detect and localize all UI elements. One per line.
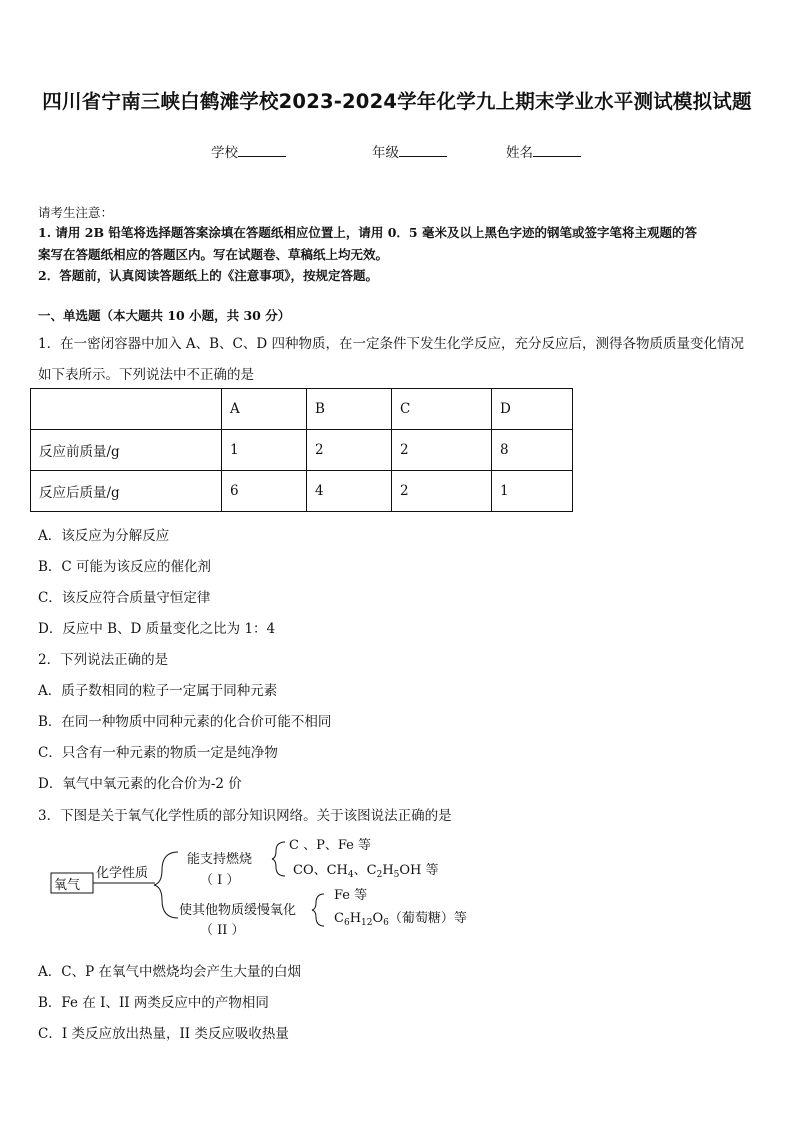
oxygen-knowledge-diagram — [0, 830, 794, 945]
q2-option-d[interactable]: D．氧气中氧元素的化合价为-2 价 — [38, 776, 242, 792]
section-heading: 一、单选题（本大题共 10 小题，共 30 分） — [38, 308, 291, 323]
table-cell: 1 — [222, 430, 307, 471]
q2-option-c[interactable]: C．只含有一种元素的物质一定是纯净物 — [38, 745, 278, 761]
q1-option-a[interactable]: A．该反应为分解反应 — [38, 528, 170, 544]
branch-1-number: （ I ） — [200, 873, 240, 888]
branch-1-brace — [272, 842, 285, 876]
table-row — [31, 430, 573, 471]
table-cell: 2 — [392, 430, 492, 471]
name-label: 姓名 — [506, 145, 533, 161]
table-header-cell: D — [492, 389, 573, 430]
main-brace — [154, 852, 178, 918]
table-header-cell: C — [392, 389, 492, 430]
name-blank[interactable] — [533, 144, 581, 157]
branch-1-item-2: CO、$CH_4$、$C_2H_5OH$ 等 — [293, 863, 439, 880]
grade-blank[interactable] — [399, 144, 447, 157]
table-cell: 反应前质量/g — [31, 430, 222, 471]
notice-item-1-line-1: 1. 请用 2B 铅笔将选择题答案涂填在答题纸相应位置上，请用 0．5 毫米及以上黑色字迹的钢笔或签字笔将主观题的答 — [38, 225, 697, 240]
q1-table — [30, 388, 573, 512]
table-cell: 2 — [392, 471, 492, 512]
table-header-cell: B — [307, 389, 392, 430]
table-cell: 1 — [492, 471, 573, 512]
grade-label: 年级 — [372, 145, 399, 161]
notice-item-1-line-2: 案写在答题纸相应的答题区内。写在试题卷、草稿纸上均无效。 — [38, 247, 389, 262]
q2-stem: 2．下列说法正确的是 — [38, 652, 169, 668]
branch-1-label: 能支持燃烧 — [187, 852, 253, 867]
table-cell: 8 — [492, 430, 573, 471]
q1-stem-line-1: 1．在一密闭容器中加入 A、B、C、D 四种物质，在一定条件下发生化学反应，充分反应后，测得各物质质量变化情况 — [38, 336, 744, 352]
grade-field[interactable] — [372, 141, 447, 161]
q3-option-a[interactable]: A．C、P 在氧气中燃烧均会产生大量的白烟 — [38, 964, 301, 980]
q1-option-c[interactable]: C．该反应符合质量守恒定律 — [38, 590, 211, 606]
school-field[interactable] — [211, 141, 286, 161]
q2-option-a[interactable]: A．质子数相同的粒子一定属于同种元素 — [38, 683, 278, 699]
root-label: 氧气 — [54, 878, 81, 893]
branch-2-label: 使其他物质缓慢氧化 — [179, 903, 297, 918]
table-cell: 6 — [222, 471, 307, 512]
table-cell: 反应后质量/g — [31, 471, 222, 512]
table-header-row — [31, 389, 573, 430]
table-header-cell: A — [222, 389, 307, 430]
q1-stem-line-2: 如下表所示。下列说法中不正确的是 — [38, 367, 254, 383]
table-cell: 2 — [307, 430, 392, 471]
table-row — [31, 471, 573, 512]
table-header-cell — [31, 389, 222, 430]
q1-option-b[interactable]: B．C 可能为该反应的催化剂 — [38, 559, 212, 575]
q3-option-c[interactable]: C．I 类反应放出热量，II 类反应吸收热量 — [38, 1026, 289, 1042]
branch-2-item-2: $C_6H_{12}O_6$（葡萄糖）等 — [334, 911, 467, 928]
branch-2-item-1: Fe 等 — [334, 888, 368, 903]
q1-option-d[interactable]: D．反应中 B、D 质量变化之比为 1：4 — [38, 621, 276, 637]
property-label: 化学性质 — [96, 866, 149, 881]
page-title: 四川省宁南三峡白鹤滩学校2023-2024学年化学九上期末学业水平测试模拟试题 — [42, 90, 752, 113]
q3-option-b[interactable]: B．Fe 在 I、II 两类反应中的产物相同 — [38, 995, 269, 1011]
branch-1-item-1: C 、P、Fe 等 — [289, 838, 371, 853]
school-blank[interactable] — [238, 144, 286, 157]
name-field[interactable] — [506, 141, 581, 161]
q3-stem: 3．下图是关于氧气化学性质的部分知识网络。关于该图说法正确的是 — [38, 808, 452, 824]
notice-header: 请考生注意： — [38, 205, 114, 220]
q2-option-b[interactable]: B．在同一种物质中同种元素的化合价可能不相同 — [38, 714, 332, 730]
branch-2-brace — [312, 894, 324, 926]
school-label: 学校 — [211, 145, 238, 161]
branch-2-number: （ II ） — [200, 923, 245, 938]
notice-item-2: 2．答题前，认真阅读答题纸上的《注意事项》，按规定答题。 — [38, 268, 378, 283]
table-cell: 4 — [307, 471, 392, 512]
